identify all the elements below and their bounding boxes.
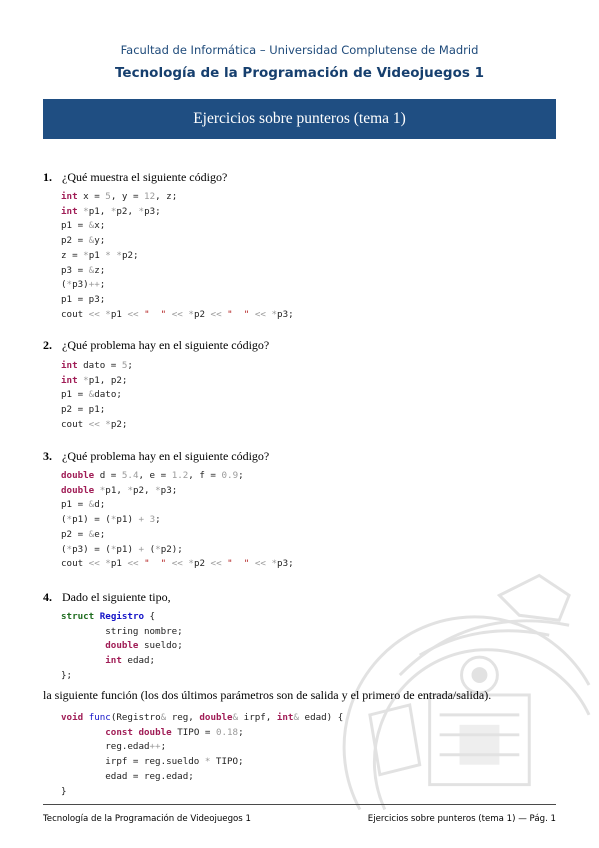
- question-4: [43, 590, 171, 605]
- code-line: }: [61, 785, 67, 797]
- question-number: 2.: [43, 338, 52, 352]
- course-title: Tecnología de la Programación de Videojuegos 1: [115, 65, 484, 81]
- code-line: irpf = reg.sueldo * TIPO;: [61, 756, 244, 768]
- code-block-q2: [61, 359, 133, 433]
- code-line: void func(Registro& reg, double& irpf, int& edad) {: [61, 712, 344, 723]
- footer-divider: [43, 804, 556, 805]
- question-number: 4.: [43, 590, 52, 604]
- question-number: 3.: [43, 449, 52, 463]
- code-line: p1 = &d;: [61, 499, 106, 511]
- code-line: int *p1, *p2, *p3;: [61, 205, 161, 217]
- code-line: cout << *p2;: [61, 418, 128, 430]
- code-line: cout << *p1 << " " << *p2 << " " << *p3;: [61, 308, 294, 320]
- code-line: p1 = p3;: [61, 293, 106, 305]
- banner-title: Ejercicios sobre punteros (tema 1): [193, 110, 406, 127]
- code-line: edad = reg.edad;: [61, 770, 194, 782]
- question-text: ¿Qué problema hay en el siguiente código?: [62, 338, 270, 352]
- code-line: p2 = &y;: [61, 235, 106, 247]
- code-block-q3: [61, 469, 294, 572]
- code-line: struct Registro {: [61, 611, 156, 622]
- code-line: };: [61, 669, 73, 681]
- footer-course: Tecnología de la Programación de Videojuegos 1: [43, 814, 251, 824]
- code-line: p3 = &z;: [61, 264, 106, 276]
- question-1: [43, 170, 227, 185]
- code-line: (*p3)++;: [61, 279, 106, 291]
- code-line: cout << *p1 << " " << *p2 << " " << *p3;: [61, 558, 294, 570]
- question-2: [43, 338, 269, 353]
- code-line: string nombre;: [61, 625, 183, 637]
- question-text: ¿Qué problema hay en el siguiente código?: [62, 449, 270, 463]
- exercise-banner: [43, 99, 556, 139]
- code-line: double *p1, *p2, *p3;: [61, 484, 178, 496]
- question-text: ¿Qué muestra el siguiente código?: [62, 170, 228, 184]
- code-line: reg.edad++;: [61, 741, 167, 753]
- code-line: double sueldo;: [105, 640, 183, 652]
- code-line: p1 = &x;: [61, 220, 106, 232]
- question-number: 1.: [43, 170, 52, 184]
- code-line: z = *p1 * *p2;: [61, 249, 139, 261]
- code-line: int x = 5, y = 12, z;: [61, 191, 178, 202]
- code-line: (*p3) = (*p1) + (*p2);: [61, 543, 183, 555]
- code-block-q1: [61, 190, 294, 322]
- question-text: Dado el siguiente tipo,: [62, 590, 171, 604]
- code-line: double d = 5.4, e = 1.2, f = 0.9;: [61, 470, 244, 481]
- code-line: (*p1) = (*p1) + 3;: [61, 514, 161, 526]
- code-line: p1 = &dato;: [61, 389, 122, 401]
- code-line: const double TIPO = 0.18;: [105, 726, 244, 738]
- footer-page: Ejercicios sobre punteros (tema 1) — Pág. 1: [367, 814, 556, 824]
- code-line: int *p1, p2;: [61, 374, 128, 386]
- code-line: p2 = p1;: [61, 404, 106, 416]
- code-line: int edad;: [105, 655, 156, 667]
- code-line: int dato = 5;: [61, 360, 133, 371]
- university-name: Facultad de Informática – Universidad Complutense de Madrid: [120, 43, 479, 57]
- function-description: la siguiente función (los dos últimos parámetros son de salida y el primero de entrada/salida).: [43, 688, 492, 702]
- code-block-q4-function: [61, 711, 343, 799]
- question-3: [43, 449, 269, 464]
- code-line: p2 = &e;: [61, 528, 106, 540]
- code-block-q4-struct: [61, 610, 183, 684]
